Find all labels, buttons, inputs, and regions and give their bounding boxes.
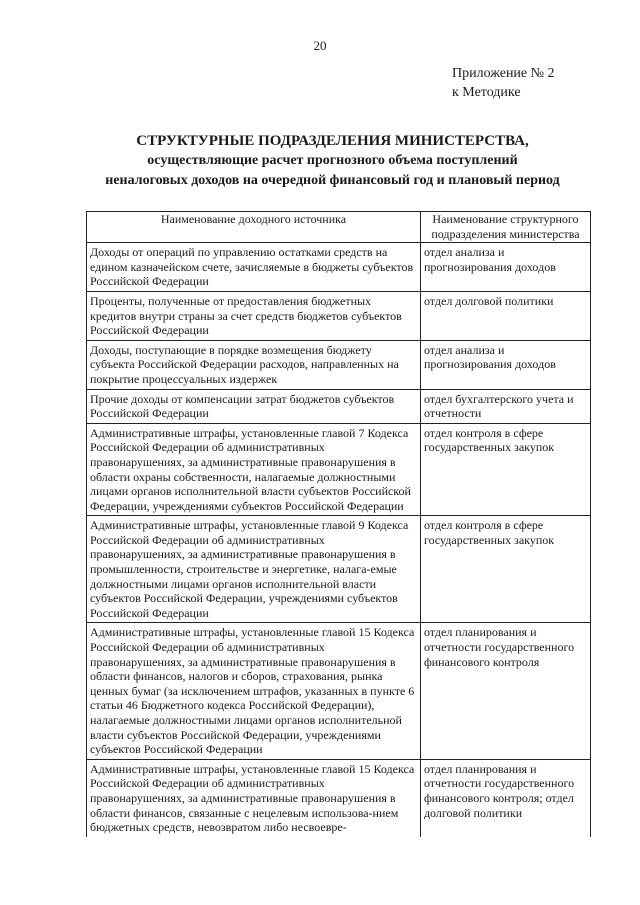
department-cell: отдел планирования и отчетности государственного финансового контроля; отдел долговой политики — [420, 759, 590, 836]
departments-table — [86, 211, 591, 837]
source-cell: Административные штрафы, установленные главой 15 Кодекса Российской Федерации об административных правонарушениях, за административные правонарушения в области финансов, налогов и сборов, страхования, рынка ценных бумаг (за исключением штрафов, указанных в пункте 6 статьи 46 Бюджетного кодекса Российской Федерации), налагаемые должностными лицами органов исполнительной власти субъектов Российской Федерации, учреждениями субъектов Российской Федерации — [87, 623, 421, 759]
table-row — [87, 291, 591, 340]
appendix-label — [452, 64, 555, 102]
table-row — [87, 243, 591, 292]
department-cell: отдел анализа и прогнозирования доходов — [420, 243, 590, 292]
table-row — [87, 389, 591, 423]
source-cell: Административные штрафы, установленные главой 9 Кодекса Российской Федерации об административных правонарушениях, за административные правонарушения в промышленности, строительстве и энергетике, налага-емые должностными лицами органов исполнительной власти субъектов Российской Федерации, учреждениями субъектов Российской Федерации — [87, 516, 421, 623]
table-row — [87, 516, 591, 623]
source-cell: Административные штрафы, установленные главой 7 Кодекса Российской Федерации об административных правонарушениях, за административные правонарушения в области охраны собственности, налагаемые должностными лицами органов исполнительной власти субъектов Российской Федерации, учреждениями субъектов Российской Федерации — [87, 423, 421, 516]
document-title — [60, 131, 605, 191]
department-cell: отдел долговой политики — [420, 291, 590, 340]
table-row — [87, 423, 591, 516]
header-source: Наименование доходного источника — [87, 212, 421, 243]
appendix-line-2: к Методике — [452, 85, 521, 100]
title-line-1: СТРУКТУРНЫЕ ПОДРАЗДЕЛЕНИЯ МИНИСТЕРСТВА, — [136, 133, 529, 149]
source-cell: Проценты, полученные от предоставления бюджетных кредитов внутри страны за счет средств бюджетов субъектов Российской Федерации — [87, 291, 421, 340]
header-department: Наименование структурного подразделения министерства — [420, 212, 590, 243]
title-line-3: неналоговых доходов на очередной финансовый год и плановый период — [105, 173, 560, 188]
table-header-row — [87, 212, 591, 243]
page-number: 20 — [313, 38, 327, 53]
appendix-line-1: Приложение № 2 — [452, 66, 555, 81]
department-cell: отдел планирования и отчетности государственного финансового контроля — [420, 623, 590, 759]
source-cell: Прочие доходы от компенсации затрат бюджетов субъектов Российской Федерации — [87, 389, 421, 423]
table-row — [87, 340, 591, 389]
department-cell: отдел бухгалтерского учета и отчетности — [420, 389, 590, 423]
source-cell: Доходы, поступающие в порядке возмещения бюджету субъекта Российской Федерации расходов, направленных на покрытие процессуальных издержек — [87, 340, 421, 389]
department-cell: отдел контроля в сфере государственных закупок — [420, 423, 590, 516]
table-row — [87, 623, 591, 759]
source-cell: Административные штрафы, установленные главой 15 Кодекса Российской Федерации об административных правонарушениях, за административные правонарушения в области финансов, связанные с нецелевым использова-нием бюджетных средств, невозвратом либо несвоевре- — [87, 759, 421, 836]
title-line-2: осуществляющие расчет прогнозного объема поступлений — [147, 153, 518, 168]
department-cell: отдел контроля в сфере государственных закупок — [420, 516, 590, 623]
table-row — [87, 759, 591, 836]
department-cell: отдел анализа и прогнозирования доходов — [420, 340, 590, 389]
source-cell: Доходы от операций по управлению остатками средств на едином казначейском счете, зачисляемые в бюджеты субъектов Российской Федерации — [87, 243, 421, 292]
